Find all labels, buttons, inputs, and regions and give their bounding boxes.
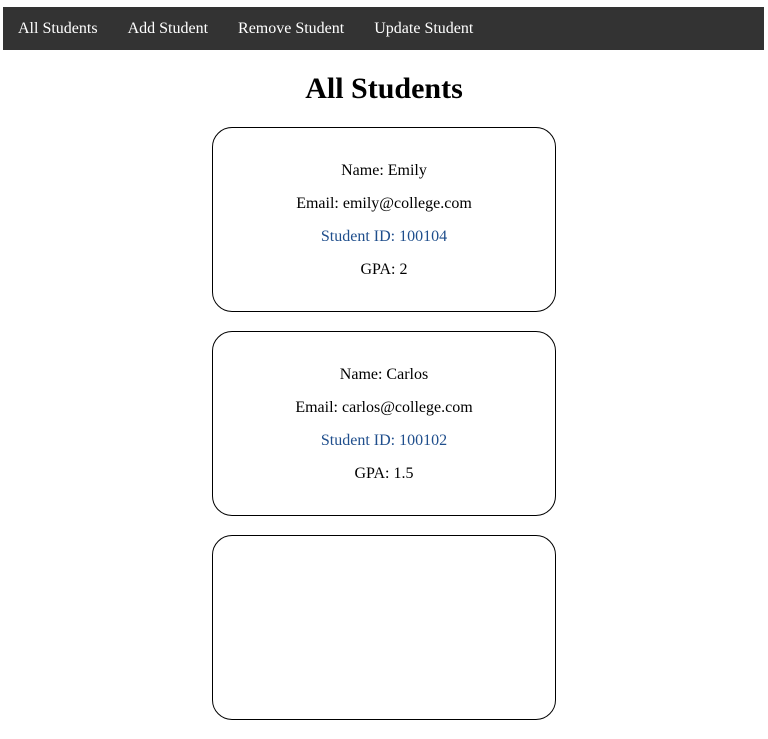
student-gpa: GPA: 2 [360,261,408,278]
page-title: All Students [305,72,463,105]
student-card [212,127,556,312]
student-email: Email: carlos@college.com [295,399,473,416]
student-name: Name: Carlos [339,366,429,383]
nav-all-students[interactable]: All Students [18,20,98,37]
student-name: Name: Emily [341,162,427,179]
student-id: Student ID: 100104 [320,228,448,245]
student-id: Student ID: 100102 [320,432,448,449]
nav-update-student[interactable]: Update Student [374,20,474,37]
student-gpa: GPA: 1.5 [354,465,414,482]
student-email: Email: emily@college.com [296,195,472,212]
student-card-partial [212,535,556,720]
top-navbar [3,7,764,50]
nav-remove-student[interactable]: Remove Student [238,20,345,37]
student-card-list [212,127,556,739]
nav-add-student[interactable]: Add Student [127,20,209,37]
student-card [212,331,556,516]
